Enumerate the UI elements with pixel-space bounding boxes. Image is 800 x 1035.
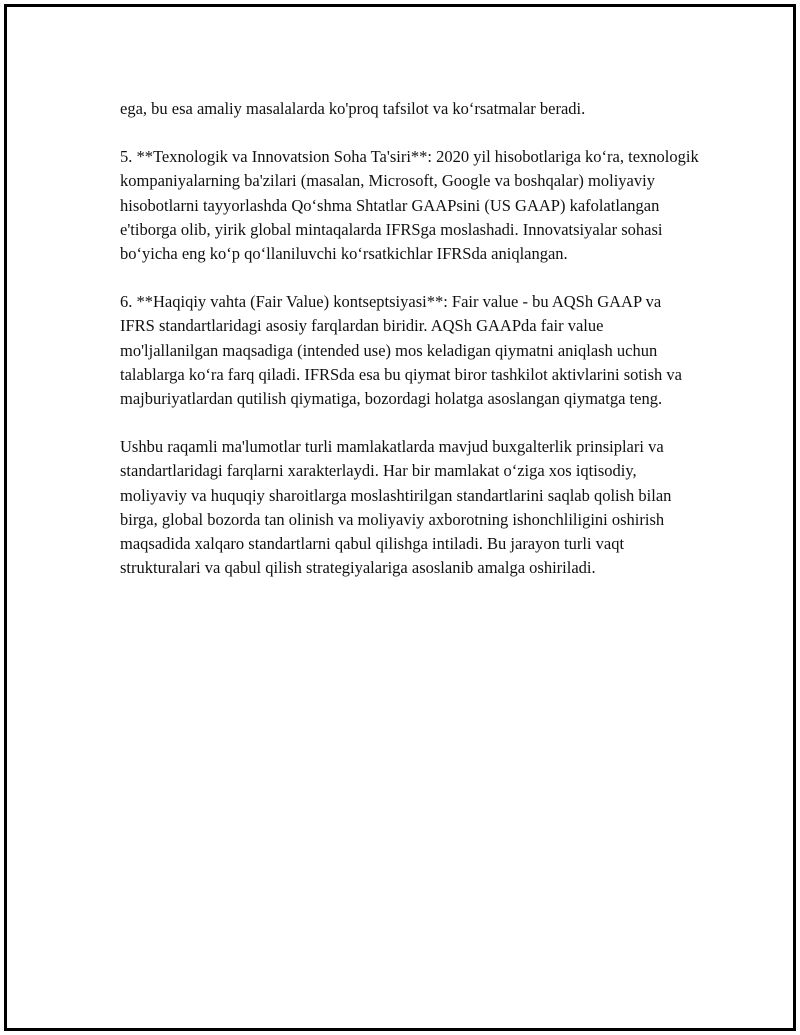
paragraph-continuation: ega, bu esa amaliy masalalarda ko'proq tafsilot va koʻrsatmalar beradi. bbox=[120, 99, 586, 118]
paragraph-item-6: 6. **Haqiqiy vahta (Fair Value) kontseptsiyasi**: Fair value - bu AQSh GAAP va IFRS standartlaridagi asosiy farqlardan biridir. AQSh GAAPda fair value mo'ljallanilgan maqsadiga (intended use) mos keladigan qiymatni aniqlash uchun talablarga koʻra farq qiladi. IFRSda esa bu qiymat biror tashkilot aktivlarini sotish va majburiyatlardan qutilish qiymatiga, bozordagi holatga asoslangan qiymatga teng. bbox=[120, 292, 682, 409]
paragraph-summary: Ushbu raqamli ma'lumotlar turli mamlakatlarda mavjud buxgalterlik prinsiplari va standartlaridagi farqlarni xarakterlaydi. Har bir mamlakat oʻziga xos iqtisodiy, moliyaviy va huquqiy sharoitlarga moslashtirilgan standartlarini saqlab qolish bilan birga, global bozorda tan olinish va moliyaviy axborotning ishonchliligini oshirish maqsadida xalqaro standartlarni qabul qilishga intiladi. Bu jarayon turli vaqt strukturalari va qabul qilish strategiyalariga asoslanib amalga oshiriladi. bbox=[120, 437, 672, 578]
page-frame bbox=[4, 4, 796, 1031]
paragraph-item-5: 5. **Texnologik va Innovatsion Soha Ta'siri**: 2020 yil hisobotlariga koʻra, texnologik kompaniyalarning ba'zilari (masalan, Microsoft, Google va boshqalar) moliyaviy hisobotlarni tayyorlashda Qoʻshma Shtatlar GAAPsini (US GAAP) kafolatlangan e'tiborga olib, yirik global mintaqalarda IFRSga moslashadi. Innovatsiyalar sohasi boʻyicha eng koʻp qoʻllaniluvchi koʻrsatkichlar IFRSda aniqlangan. bbox=[120, 147, 699, 264]
document-body bbox=[120, 97, 700, 604]
